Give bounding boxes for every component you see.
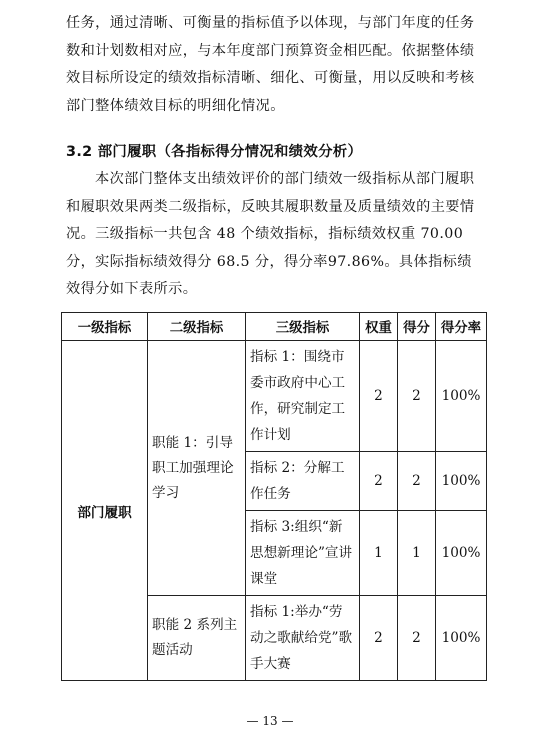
header-score: 得分: [398, 313, 436, 341]
level3-cell: 指标 2：分解工作任务: [246, 452, 360, 511]
table-header-row: [62, 313, 487, 341]
weight-cell: 2: [360, 341, 398, 452]
weight-cell: 1: [360, 511, 398, 596]
section-heading: 3.2 部门履职（各指标得分情况和绩效分析）: [66, 144, 363, 160]
body-paragraph-1: 任务，通过清晰、可衡量的指标值予以体现，与部门年度的任务数和计划数相对应，与本年度部门预算资金相匹配。依据整体绩效目标所设定的绩效指标清晰、细化、可衡量，用以反映和考核部门整体绩效目标的明细化情况。: [66, 15, 475, 114]
level2-cell: 职能 1：引导职工加强理论学习: [148, 341, 246, 596]
score-cell: 2: [398, 596, 436, 681]
header-weight: 权重: [360, 313, 398, 341]
weight-cell: 2: [360, 596, 398, 681]
indicator-score-table: [61, 312, 487, 681]
rate-cell: 100%: [436, 341, 487, 452]
rate-cell: 100%: [436, 596, 487, 681]
header-level2: 二级指标: [148, 313, 246, 341]
weight-cell: 2: [360, 452, 398, 511]
table-row: [62, 341, 487, 452]
level3-cell: 指标 1:举办“劳动之歌献给党”歌手大赛: [246, 596, 360, 681]
rate-cell: 100%: [436, 511, 487, 596]
level2-cell: 职能 2 系列主题活动: [148, 596, 246, 681]
level1-cell: 部门履职: [62, 341, 148, 681]
page-number: — 13 —: [246, 714, 294, 728]
score-cell: 2: [398, 341, 436, 452]
rate-cell: 100%: [436, 452, 487, 511]
header-rate: 得分率: [436, 313, 487, 341]
score-cell: 1: [398, 511, 436, 596]
header-level1: 一级指标: [62, 313, 148, 341]
header-level3: 三级指标: [246, 313, 360, 341]
body-paragraph-2: 本次部门整体支出绩效评价的部门绩效一级指标从部门履职和履职效果两类二级指标，反映其履职数量及质量绩效的主要情况。三级指标一共包含 48 个绩效指标，指标绩效权重 70.00 分，实际指标绩效得分 68.5 分，得分率97.86%。具体指标绩效得分如下表所示。: [66, 171, 475, 297]
level3-cell: 指标 3:组织“新思想新理论”宣讲课堂: [246, 511, 360, 596]
level3-cell: 指标 1：围绕市委市政府中心工作，研究制定工作计划: [246, 341, 360, 452]
score-cell: 2: [398, 452, 436, 511]
